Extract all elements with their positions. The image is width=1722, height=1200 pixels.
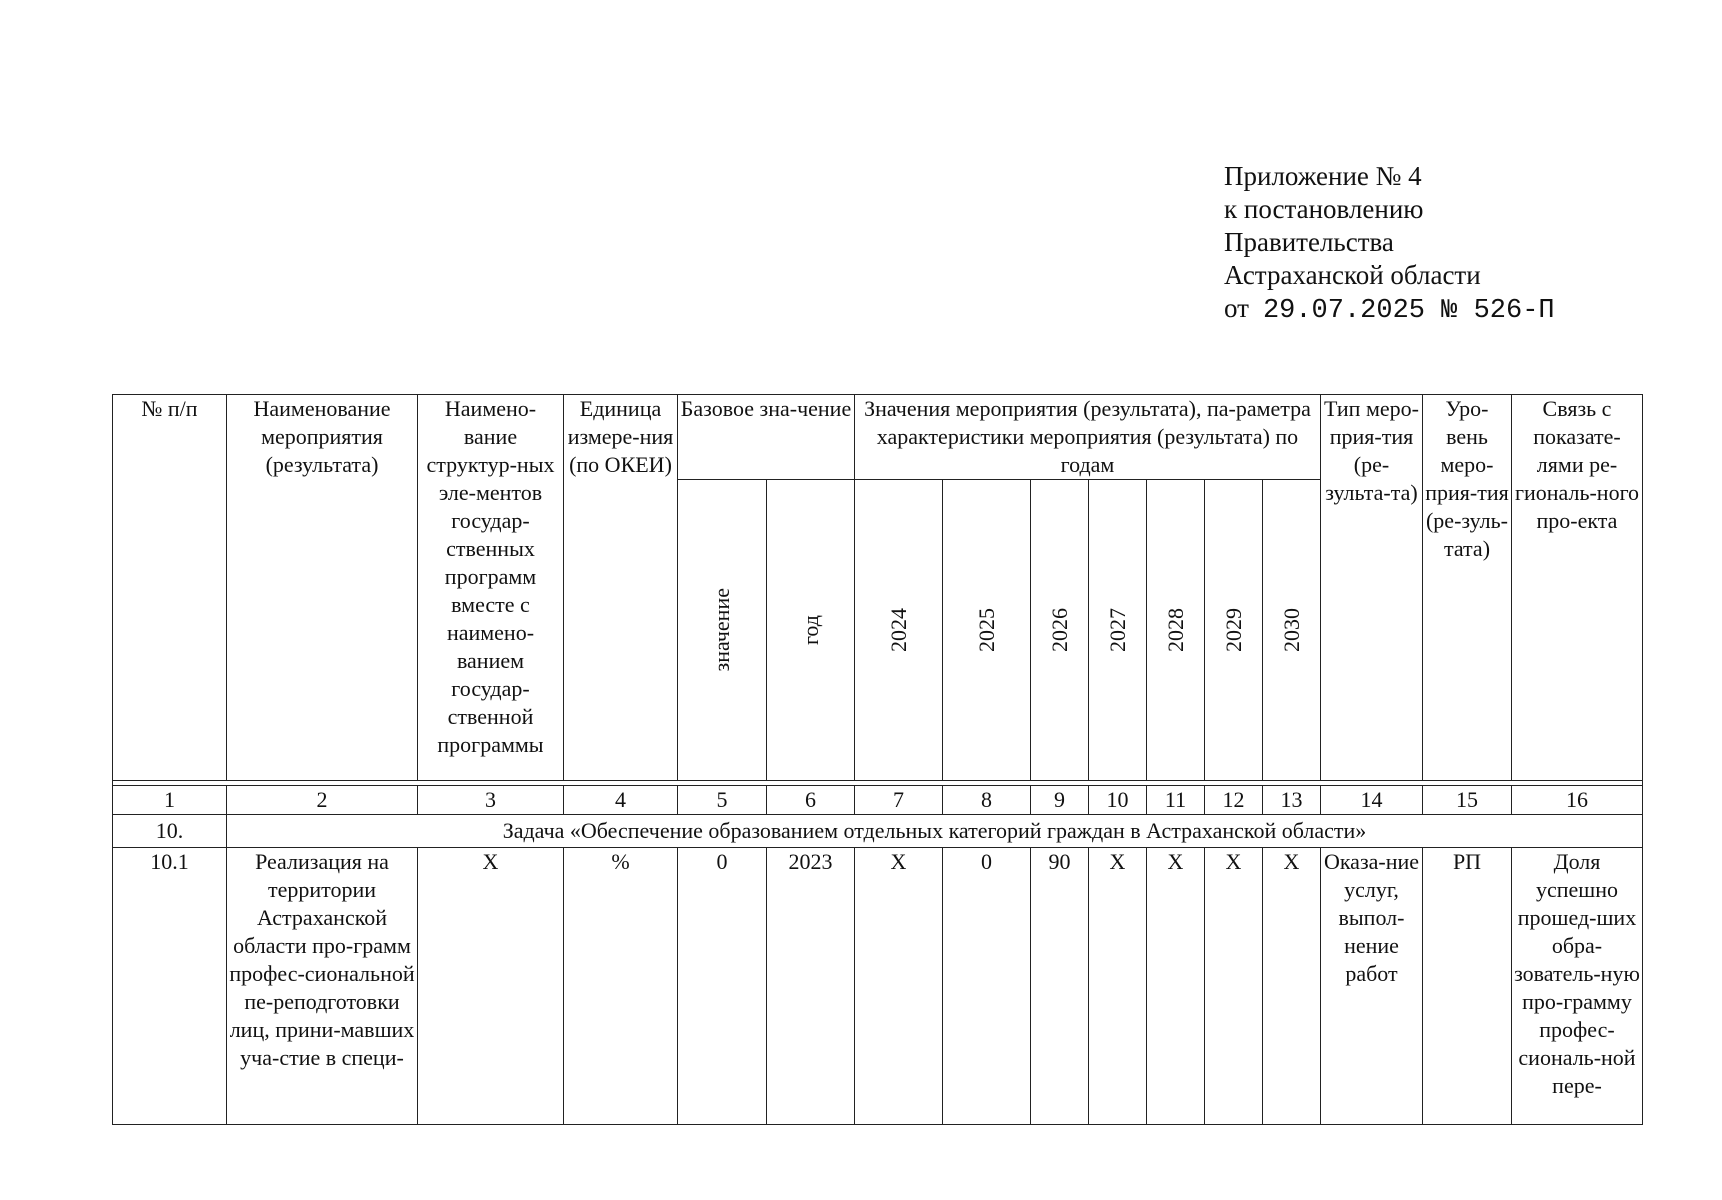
header-unit: Единица измере-ния (по ОКЕИ) (564, 395, 678, 781)
header-year-label: 2025 (973, 608, 999, 652)
task-number: 10. (113, 815, 227, 848)
header-number: № п/п (113, 395, 227, 781)
column-number: 15 (1423, 786, 1512, 815)
appendix-title: Приложение № 4 (1224, 161, 1422, 191)
column-number: 5 (678, 786, 767, 815)
appendix-line-2: к постановлению (1224, 194, 1424, 224)
header-year-label: 2030 (1278, 608, 1304, 652)
header-year-2024 (855, 480, 943, 781)
row-value-2024: X (855, 848, 943, 1125)
row-unit: % (564, 848, 678, 1125)
appendix-line-4: Астраханской области (1224, 260, 1481, 290)
column-number: 12 (1205, 786, 1263, 815)
column-number: 4 (564, 786, 678, 815)
header-year-2030 (1263, 480, 1321, 781)
column-number: 6 (767, 786, 855, 815)
header-regional-project-link: Связь с показате-лями ре-гиональ-ного про-екта (1512, 395, 1643, 781)
header-year-2029 (1205, 480, 1263, 781)
row-structural-element: X (418, 848, 564, 1125)
appendix-date-line (1224, 292, 1555, 328)
row-value-2028: X (1147, 848, 1205, 1125)
column-number: 9 (1031, 786, 1089, 815)
header-structural-elements: Наимено-вание структур-ных эле-ментов государ-ственных программ вместе с наимено-ванием государ-ственной программы (418, 395, 564, 781)
row-measure-name: Реализация на территории Астраханской области про-грамм профес-сиональной пе-реподготовки лиц, прини-мавших уча-стие в специ- (227, 848, 418, 1125)
header-year-2026 (1031, 480, 1089, 781)
column-number: 7 (855, 786, 943, 815)
appendix-date-number: 29.07.2025 № 526-П (1262, 296, 1555, 326)
row-regional-project-link: Доля успешно прошед-ших обра-зователь-ную про-грамму профес-сиональ-ной пере- (1512, 848, 1643, 1125)
column-number: 14 (1321, 786, 1423, 815)
row-value-2026: 90 (1031, 848, 1089, 1125)
appendix-line-3: Правительства (1224, 227, 1394, 257)
row-value-2029: X (1205, 848, 1263, 1125)
column-number: 2 (227, 786, 418, 815)
row-measure-level: РП (1423, 848, 1512, 1125)
header-measure-level: Уро-вень меро-прия-тия (ре-зуль-тата) (1423, 395, 1512, 781)
header-base-year (767, 480, 855, 781)
appendix-from-label: от (1224, 293, 1249, 323)
header-year-2025 (943, 480, 1031, 781)
column-number: 13 (1263, 786, 1321, 815)
header-measure-type: Тип меро-прия-тия (ре-зульта-та) (1321, 395, 1423, 781)
header-base-year-label: год (797, 614, 823, 646)
column-number: 3 (418, 786, 564, 815)
row-base-value: 0 (678, 848, 767, 1125)
header-measure-name: Наименование мероприятия (результата) (227, 395, 418, 781)
header-base-value-group: Базовое зна-чение (678, 395, 855, 480)
header-year-2028 (1147, 480, 1205, 781)
column-number: 11 (1147, 786, 1205, 815)
measures-table (112, 394, 1643, 1125)
header-year-label: 2029 (1220, 608, 1246, 652)
header-base-value (678, 480, 767, 781)
header-year-label: 2028 (1162, 608, 1188, 652)
column-number: 10 (1089, 786, 1147, 815)
appendix-header (1224, 160, 1555, 328)
row-value-2025: 0 (943, 848, 1031, 1125)
header-values-by-year-group: Значения мероприятия (результата), па-раметра характеристики мероприятия (результата) по годам (855, 395, 1321, 480)
header-year-2027 (1089, 480, 1147, 781)
task-row (113, 815, 1643, 848)
column-number-row (113, 786, 1643, 815)
row-number: 10.1 (113, 848, 227, 1125)
header-year-label: 2027 (1104, 608, 1130, 652)
table-row (113, 848, 1643, 1125)
row-value-2027: X (1089, 848, 1147, 1125)
task-title: Задача «Обеспечение образованием отдельных категорий граждан в Астраханской области» (227, 815, 1643, 848)
row-base-year: 2023 (767, 848, 855, 1125)
header-year-label: 2026 (1046, 608, 1072, 652)
column-number: 8 (943, 786, 1031, 815)
row-measure-type: Оказа-ние услуг, выпол-нение работ (1321, 848, 1423, 1125)
row-value-2030: X (1263, 848, 1321, 1125)
header-year-label: 2024 (885, 608, 911, 652)
header-base-value-label: значение (709, 588, 734, 672)
column-number: 16 (1512, 786, 1643, 815)
column-number: 1 (113, 786, 227, 815)
